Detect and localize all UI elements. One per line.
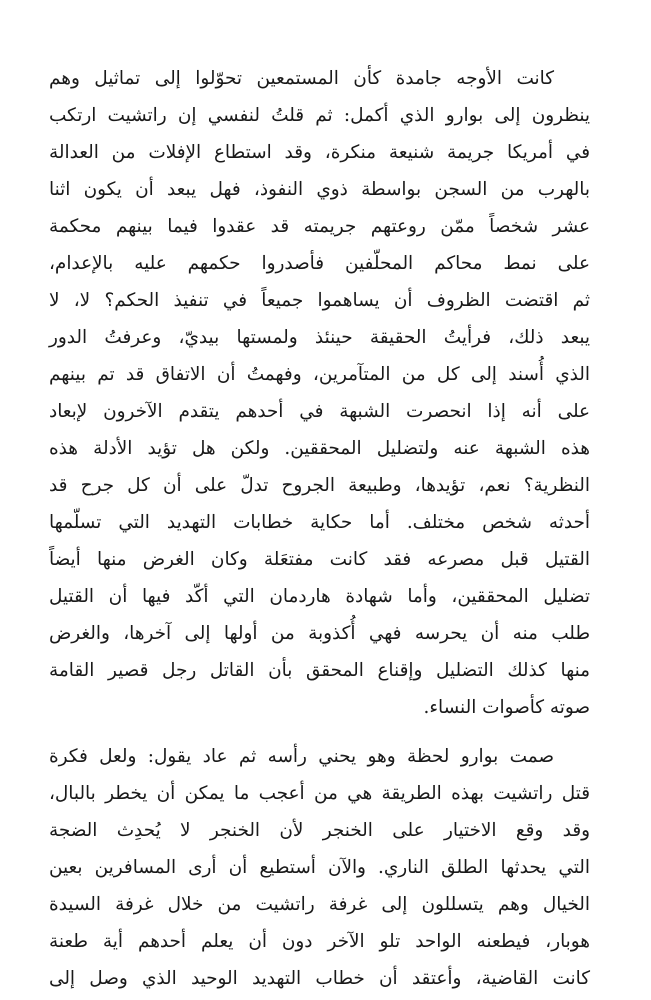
paragraph-1-line-3: في أمريكا جريمة شنيعة منكرة، وقد استطاع الإفلات من العدالة [49,142,590,163]
paragraph-2-line-1: صمت بوارو لحظة وهو يحني رأسه ثم عاد يقول: ولعل فكرة [49,746,554,767]
paragraph-1-line-5: عشر شخصاً ممّن روعتهم جريمته قد عقدوا فيما بينهم محكمة [49,216,590,237]
paragraph-1-line-10: على أنه إذا انحصرت الشبهة في أحدهم يتقدم الآخرون لإبعاد [49,401,590,422]
paragraph-1-line-8: يبعد ذلك، فرأيتُ الحقيقة حينئذ ولمستها بيديّ، وعرفتُ الدور [49,327,590,348]
paragraph-1-line-12: النظرية؟ نعم، تؤيدها، وطبيعة الجروح تدلّ على أن كل جرح قد [49,475,590,496]
paragraph-1-line-2: ينظرون إلى بوارو الذي أكمل: ثم قلتُ لنفسي إن راتشيت ارتكب [49,105,590,126]
paragraph-1-line-18: صوته كأصوات النساء. [423,697,590,718]
paragraph-2-line-3: وقد وقع الاختيار على الخنجر لأن الخنجر لا يُحدِث الضجة [49,820,590,841]
paragraph-1-line-1: كانت الأوجه جامدة كأن المستمعين تحوّلوا إلى تماثيل وهم [49,68,554,89]
paragraph-1-line-17: منها كذلك التضليل وإقناع المحقق بأن القاتل رجل قصير القامة [49,660,590,681]
paragraph-1-line-4: بالهرب من السجن بواسطة ذوي النفوذ، فهل يبعد أن يكون اثنا [49,179,590,200]
paragraph-1-line-6: على نمط محاكم المحلّفين فأصدروا حكمهم عليه بالإعدام، [49,253,590,274]
paragraph-2-line-4: التي يحدثها الطلق الناري. والآن أستطيع أن أرى المسافرين بعين [49,857,590,878]
paragraph-2-line-5: الخيال وهم يتسللون إلى غرفة راتشيت من خلال غرفة السيدة [49,894,590,915]
paragraph-2-line-7: كانت القاضية، وأعتقد أن خطاب التهديد الوحيد الذي وصل إلى [49,968,590,989]
paragraph-1-line-11: هذه الشبهة عنه ولتضليل المحققين. ولكن هل تؤيد الأدلة هذه [49,438,590,459]
paragraph-1-line-16: طلب منه أن يحرسه فهي أُكذوبة من أولها إلى آخرها، والغرض [49,623,590,644]
paragraph-1-line-9: الذي أُسند إلى كل من المتآمرين، وفهمتُ أن الاتفاق قد تم بينهم [49,364,590,385]
paragraph-1-line-14: القتيل قبل مصرعه فقد كانت مفتعَلة وكان الغرض منها أيضاً [49,549,590,570]
paragraph-1-line-13: أحدثه شخص مختلف. أما حكاية خطابات التهديد التي تسلّمها [49,512,590,533]
paragraph-1-line-15: تضليل المحققين، وأما شهادة هاردمان التي أكّد فيها أن القتيل [49,586,590,607]
paragraph-2-line-6: هوبار، فيطعنه الواحد تلو الآخر دون أن يعلم أحدهم أية طعنة [49,931,590,952]
paragraph-2-line-2: قتل راتشيت بهذه الطريقة هي من أعجب ما يمكن أن يخطر بالبال، [49,783,590,804]
paragraph-1-line-7: ثم اقتضت الظروف أن يساهموا جميعاً في تنفيذ الحكم؟ لا، لا [49,290,590,311]
